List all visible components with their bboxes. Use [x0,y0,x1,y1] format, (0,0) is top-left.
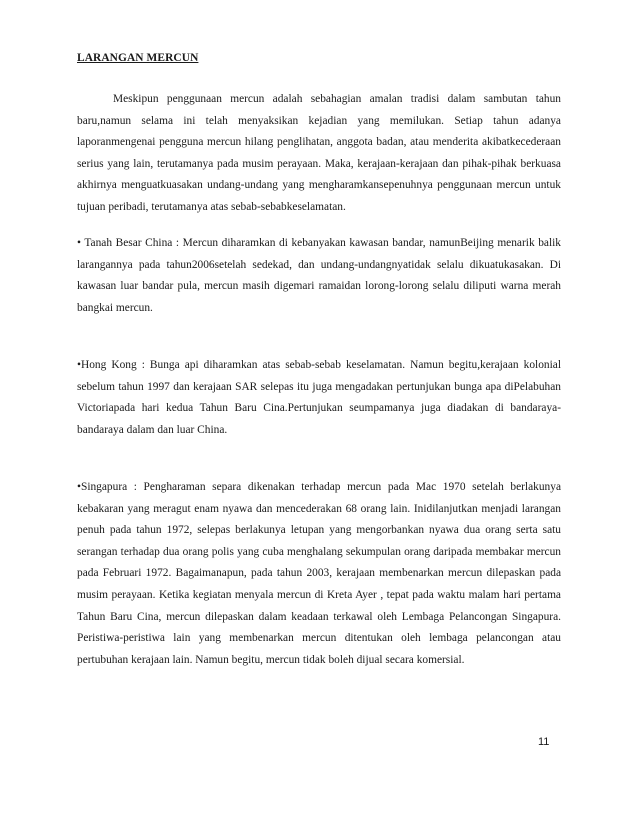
paragraph-china [77,233,561,319]
paragraph-intro [77,89,561,219]
paragraph-text: •Hong Kong : Bunga api diharamkan atas sebab-sebab keselamatan. Namun begitu,kerajaan kolonial sebelum tahun 1997 dan kerajaan SAR selepas itu juga mengadakan pertunjukan bunga apa diPelabuhan Victoriapada hari kedua Tahun Baru Cina.Pertunjukan seumpamanya juga diadakan di bandaraya-bandaraya dalam dan luar China. [77,359,561,436]
document-title: LARANGAN MERCUN [77,52,199,64]
paragraph-text: •Singapura : Pengharaman separa dikenakan terhadap mercun pada Mac 1970 setelah berlakunya kebakaran yang meragut enam nyawa dan mencederakan 68 orang lain. Inidilanjutkan menjadi larangan penuh pada tahun 1972, selepas berlakunya letupan yang mengorbankan nyawa dua orang serta satu serangan terhadap dua orang polis yang cuba menghalang sekumpulan orang daripada membakar mercun pada Februari 1972. Bagaimanapun, pada tahun 2003, kerajaan membenarkan mercun dilepaskan pada musim perayaan. Ketika kegiatan menyala mercun di Kreta Ayer , tepat pada waktu malam hari pertama Tahun Baru Cina, mercun dilepaskan dalam keadaan terkawal oleh Lembaga Pelancongan Singapura. Peristiwa-peristiwa lain yang membenarkan mercun ditentukan oleh lembaga pelancongan atau pertubuhan kerajaan lain. Namun begitu, mercun tidak boleh dijual secara komersial. [77,481,561,666]
paragraph-text: • Tanah Besar China : Mercun diharamkan di kebanyakan kawasan bandar, namunBeijing menarik balik larangannya pada tahun2006setelah sedekad, dan undang-undangnyatidak selalu dikuatukasakan. Di kawasan luar bandar pula, mercun masih digemari ramaidan lorong-lorong selalu diliputi warna merah bangkai mercun. [77,237,561,314]
paragraph-text: Meskipun penggunaan mercun adalah sebahagian amalan tradisi dalam sambutan tahun baru,namun selama ini telah menyaksikan kejadian yang memilukan. Setiap tahun adanya laporanmengenai pengguna mercun hilang penglihatan, anggota badan, atau menderita akibatkecederaan serius yang lain, terutamanya pada musim perayaan. Maka, kerajaan-kerajaan dan pihak-pihak berkuasa akhirnya menguatkuasakan undang-undang yang mengharamkansepenuhnya penggunaan mercun untuk tujuan peribadi, terutamanya atas sebab-sebabkeselamatan. [77,93,561,213]
paragraph-hong-kong [77,355,561,441]
paragraph-singapura [77,477,561,671]
page-number: 11 [538,736,550,748]
